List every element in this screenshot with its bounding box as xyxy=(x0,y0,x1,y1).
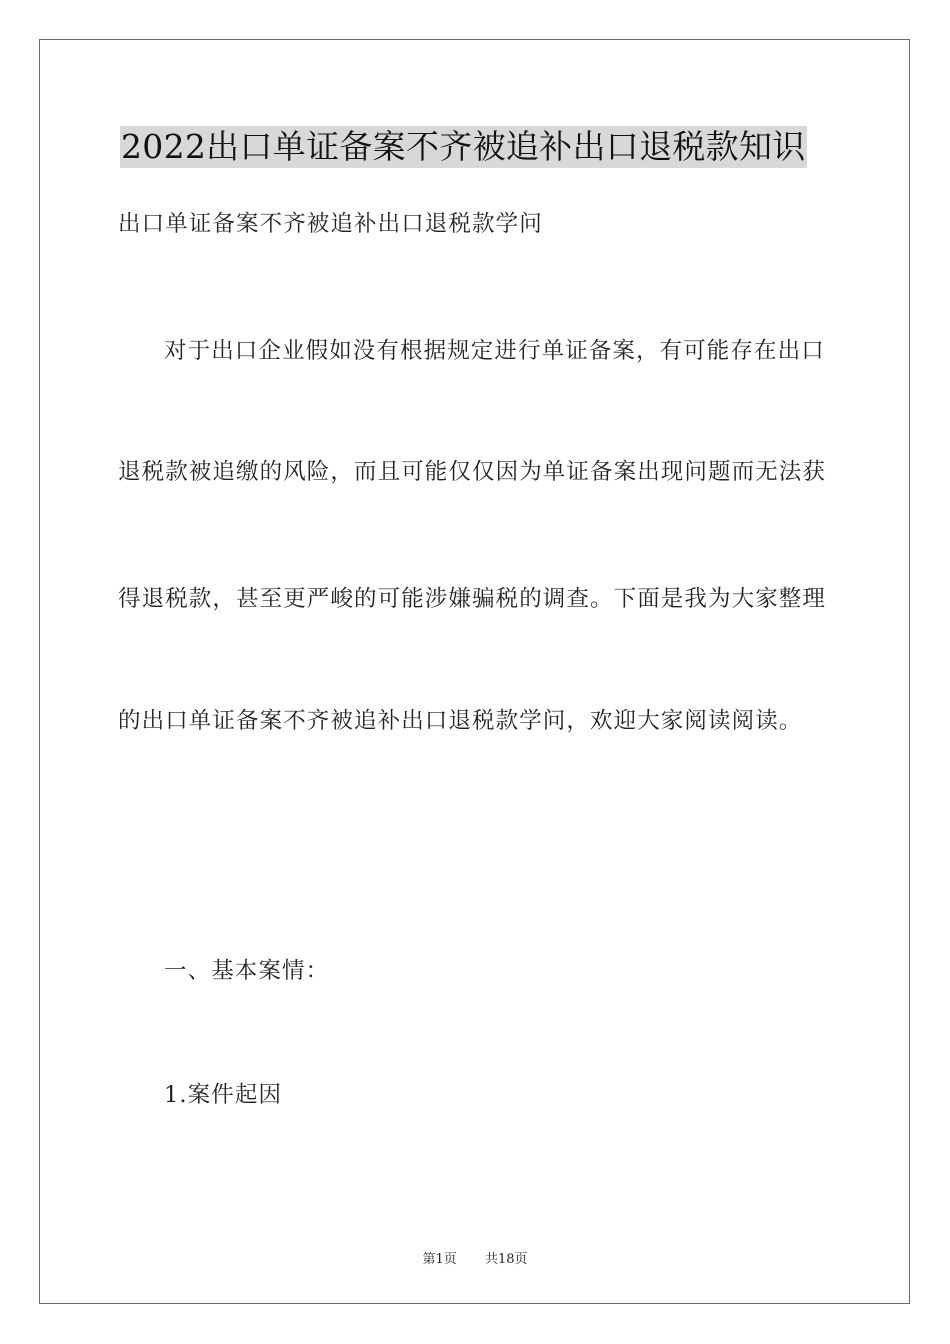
page-number: 第1页 xyxy=(422,1252,457,1267)
document-subtitle: 出口单证备案不齐被追补出口退税款学问 xyxy=(118,211,543,237)
section-heading: 一、基本案情： xyxy=(164,958,330,984)
subsection-heading: 1.案件起因 xyxy=(164,1082,283,1108)
page-footer xyxy=(0,1248,950,1267)
intro-line-3: 得退税款，甚至更严峻的可能涉嫌骗税的调查。下面是我为大家整理 xyxy=(118,586,827,612)
intro-line-4: 的出口单证备案不齐被追补出口退税款学问，欢迎大家阅读阅读。 xyxy=(118,708,803,734)
page-total: 共18页 xyxy=(485,1252,528,1267)
intro-line-2: 退税款被追缴的风险，而且可能仅仅因为单证备案出现问题而无法获 xyxy=(118,459,827,485)
intro-line-1: 对于出口企业假如没有根据规定进行单证备案，有可能存在出口 xyxy=(164,338,825,364)
document-title: 2022出口单证备案不齐被追补出口退税款知识 xyxy=(121,127,806,166)
